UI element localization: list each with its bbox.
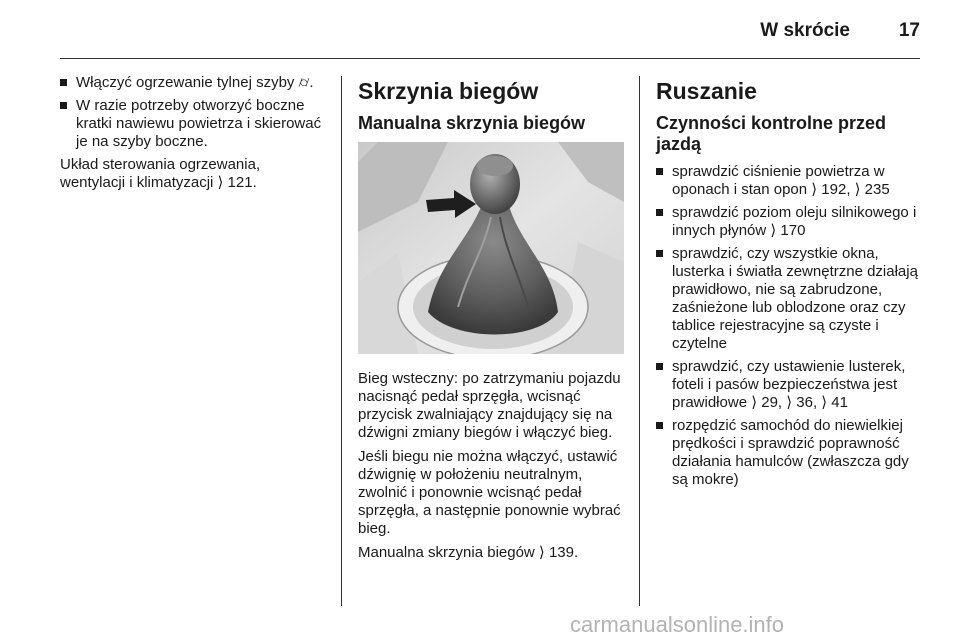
list-item (656, 417, 922, 489)
bullet-square-icon (656, 168, 663, 175)
subsection-heading: Manualna skrzynia biegów (358, 113, 586, 133)
bullet-square-icon (656, 422, 663, 429)
bullet-square-icon (656, 250, 663, 257)
list-item (656, 204, 922, 240)
col1-bullet-list (60, 74, 325, 151)
list-item-text: rozpędzić samochód do niewielkiej prędkości i sprawdzić poprawność działania hamulców (zwłaszcza gdy są mokre) (672, 417, 909, 488)
list-item-text: Włączyć ogrzewanie tylnej szyby ⌭. (76, 74, 314, 91)
list-item (656, 245, 922, 353)
column-1 (60, 74, 325, 198)
section-heading: Ruszanie (656, 78, 757, 104)
column-3 (656, 78, 922, 494)
list-item (60, 97, 325, 151)
page-number: 17 (898, 20, 920, 41)
col3-bullet-list (656, 163, 922, 489)
bullet-square-icon (656, 209, 663, 216)
reverse-gear-paragraph: Bieg wsteczny: po zatrzymaniu pojazdu nacisnąć pedał sprzęgła, wcisnąć przycisk zwalniający znajdujący się na dźwigni zmiany biegów i włączyć bieg. (358, 370, 621, 441)
column-2 (358, 78, 624, 568)
watermark: carmanualsonline.info (570, 612, 785, 637)
gearbox-reference-paragraph: Manualna skrzynia biegów ⟩ 139. (358, 544, 579, 561)
hvac-reference-paragraph: Układ sterowania ogrzewania, wentylacji i klimatyzacji ⟩ 121. (60, 156, 261, 191)
section-heading: Skrzynia biegów (358, 78, 539, 104)
list-item (656, 163, 922, 199)
gear-engage-paragraph: Jeśli biegu nie można włączyć, ustawić dźwignię w położeniu neutralnym, zwolnić i ponownie wcisnąć pedał sprzęgła, a następnie ponownie wybrać bieg. (358, 448, 621, 537)
bullet-square-icon (60, 102, 67, 109)
list-item-text: W razie potrzeby otworzyć boczne kratki nawiewu powietrza i skierować je na szyby boczne. (76, 97, 322, 150)
gear-lever-illustration (358, 142, 624, 354)
column-divider-1 (341, 76, 342, 606)
list-item-text: sprawdzić, czy wszystkie okna, lusterka i światła zewnętrzne działają prawidłowo, nie są zabrudzone, zaśnieżone lub oblodzone oraz czy tablice rejestracyjne są czyste i czytelne (672, 245, 918, 352)
section-title: W skrócie (760, 20, 850, 41)
list-item-text: sprawdzić, czy ustawienie lusterek, foteli i pasów bezpieczeństwa jest prawidłowe ⟩ 29, ⟩ 36, ⟩ 41 (672, 358, 906, 411)
list-item (60, 74, 325, 92)
bullet-square-icon (656, 363, 663, 370)
bullet-square-icon (60, 79, 67, 86)
list-item (656, 358, 922, 412)
page-header (60, 0, 920, 59)
subsection-heading: Czynności kontrolne przed jazdą (656, 113, 887, 154)
column-divider-2 (639, 76, 640, 606)
list-item-text: sprawdzić poziom oleju silnikowego i innych płynów ⟩ 170 (672, 204, 917, 239)
list-item-text: sprawdzić ciśnienie powietrza w oponach i stan opon ⟩ 192, ⟩ 235 (672, 163, 890, 198)
